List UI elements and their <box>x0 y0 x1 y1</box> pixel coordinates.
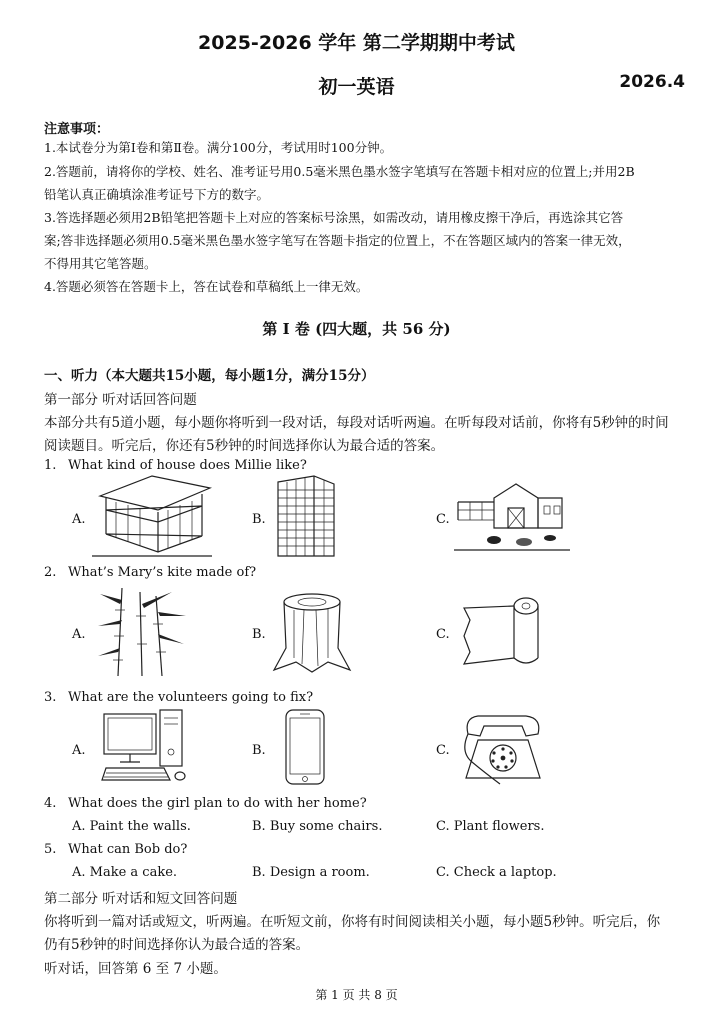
section-title: 第 I 卷 (四大题，共 56 分) <box>262 320 451 338</box>
sub1-desc-line: 本部分共有5道小题，每小题你将听到一段对话，每段对话听两遍。在听每段对话前，你将有5秒钟的时间 <box>44 415 669 431</box>
exam-date: 2026.4 <box>619 72 685 92</box>
telephone-icon <box>460 712 546 788</box>
note-line: 1.本试卷分为第Ⅰ卷和第Ⅱ卷。满分100分，考试用时100分钟。 <box>44 140 393 155</box>
farmhouse-icon <box>454 480 570 554</box>
tree-stump-icon <box>272 592 352 674</box>
note-line: 铅笔认真正确填涂准考证号下方的数字。 <box>44 187 270 202</box>
option-text: C. Plant flowers. <box>436 819 545 834</box>
exam-title: 2025-2026 学年 第二学期期中考试 <box>198 32 515 54</box>
note-line: 3.答选择题必须用2B铅笔把答题卡上对应的答案标号涂黑，如需改动，请用橡皮擦干净后，再选涂其它答 <box>44 210 624 225</box>
page-number: 第 1 页 共 8 页 <box>315 988 398 1002</box>
sub1-title: 第一部分 听对话回答问题 <box>44 392 197 408</box>
bamboo-icon <box>96 586 188 678</box>
part-title: 一、听力（本大题共15小题，每小题1分，满分15分） <box>44 368 375 384</box>
paper-roll-icon <box>460 596 542 668</box>
option-text: A. Paint the walls. <box>72 819 191 834</box>
option-label: C. <box>436 512 450 527</box>
option-text: B. Design a room. <box>252 865 370 880</box>
option-text: A. Make a cake. <box>72 865 178 880</box>
sub2-title: 第二部分 听对话和短文回答问题 <box>44 891 238 907</box>
question-text: What are the volunteers going to fix? <box>68 690 314 705</box>
option-label: B. <box>252 743 266 758</box>
option-label: C. <box>436 743 450 758</box>
smartphone-icon <box>282 708 328 786</box>
note-line: 不得用其它笔答题。 <box>44 256 157 271</box>
subject-title: 初一英语 <box>318 76 395 98</box>
option-label: A. <box>72 627 86 642</box>
question-number: 5. <box>44 842 57 857</box>
sub2-instruction: 听对话，回答第 6 至 7 小题。 <box>44 961 227 977</box>
apartment-building-icon <box>274 474 338 558</box>
note-line: 2.答题前，请将你的学校、姓名、准考证号用0.5毫米黑色墨水签字笔填写在答题卡相对应的位置上;并用2B <box>44 164 635 179</box>
sub2-desc-line: 你将听到一篇对话或短文，听两遍。在听短文前，你将有时间阅读相关小题，每小题5秒钟。听完后，你 <box>44 914 661 930</box>
note-line: 4.答题必须答在答题卡上，答在试卷和草稿纸上一律无效。 <box>44 279 369 294</box>
note-line: 案;答非选择题必须用0.5毫米黑色墨水签字笔写在答题卡指定的位置上，不在答题区域内的答案一律无效， <box>44 233 631 248</box>
sub2-desc-line: 仍有5秒钟的时间选择你认为最合适的答案。 <box>44 937 310 953</box>
question-text: What kind of house does Millie like? <box>68 458 307 473</box>
question-text: What can Bob do? <box>68 842 188 857</box>
option-text: B. Buy some chairs. <box>252 819 383 834</box>
option-label: A. <box>72 743 86 758</box>
option-label: A. <box>72 512 86 527</box>
desktop-computer-icon <box>100 708 192 784</box>
question-number: 2. <box>44 565 57 580</box>
option-label: B. <box>252 512 266 527</box>
question-number: 3. <box>44 690 57 705</box>
option-text: C. Check a laptop. <box>436 865 557 880</box>
notes-title: 注意事项： <box>44 122 110 137</box>
option-label: B. <box>252 627 266 642</box>
question-text: What’s Mary’s kite made of? <box>68 565 257 580</box>
question-text: What does the girl plan to do with her home? <box>68 796 367 811</box>
modern-house-icon <box>92 474 212 558</box>
sub1-desc-line: 阅读题目。听完后，你还有5秒钟的时间选择你认为最合适的答案。 <box>44 438 445 454</box>
question-number: 1. <box>44 458 57 473</box>
option-label: C. <box>436 627 450 642</box>
question-number: 4. <box>44 796 57 811</box>
